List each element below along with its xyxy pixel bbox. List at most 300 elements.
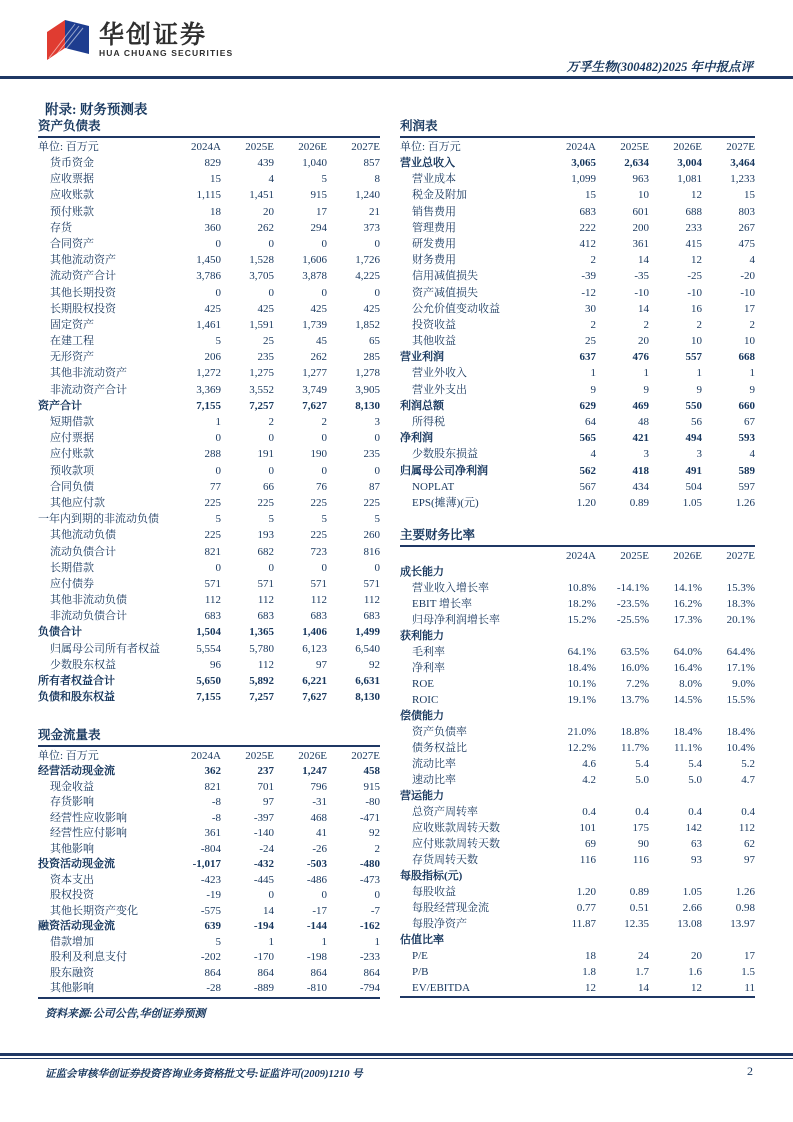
table-row (38, 873, 380, 889)
cell-value: 190 (310, 448, 327, 461)
row-label: 在建工程 (50, 335, 94, 348)
table-row (400, 724, 755, 740)
cell-value: 589 (738, 464, 755, 477)
column-header: 2024A (566, 141, 596, 153)
table-row (38, 673, 380, 689)
cell-value: 567 (579, 480, 596, 493)
cell-value: 1 (215, 416, 221, 428)
cell-value: 14.1% (673, 582, 702, 594)
cell-value: 3,464 (730, 157, 755, 169)
cell-value: 557 (685, 351, 702, 364)
table-row (38, 857, 380, 873)
cell-value: 233 (685, 221, 702, 234)
row-label: 所得税 (412, 416, 445, 428)
row-label: 预收款项 (50, 464, 94, 477)
cell-value: 4,225 (355, 270, 380, 283)
cell-value: 434 (632, 480, 649, 493)
cell-value: 1,528 (249, 254, 274, 267)
row-label: 其他应付款 (50, 496, 105, 509)
cell-value: 97 (316, 658, 327, 671)
table-row (400, 596, 755, 612)
row-label: 经营性应付影响 (50, 827, 127, 839)
table-row (400, 285, 755, 301)
cell-value: 97 (263, 796, 274, 808)
cell-value: 415 (685, 237, 702, 250)
row-label: 管理费用 (412, 221, 456, 234)
row-label: 应收票据 (50, 173, 94, 186)
row-label: 合同资产 (50, 237, 94, 250)
cell-value: 5 (215, 935, 221, 948)
cell-value: -25 (687, 270, 702, 283)
row-label: 其他非流动资产 (50, 367, 127, 380)
cell-value: 425 (204, 302, 221, 315)
cell-value: 17 (744, 950, 755, 962)
cell-value: -1,017 (192, 858, 221, 870)
row-label: 资产负债率 (412, 726, 467, 738)
table-row (38, 811, 380, 827)
cell-value: 6,540 (355, 642, 380, 655)
table-row (38, 317, 380, 333)
cell-value: 97 (744, 854, 755, 866)
table-header-row (400, 548, 755, 564)
cell-value: 7,155 (196, 399, 221, 412)
cell-value: -162 (359, 920, 380, 932)
row-label: 应收账款周转天数 (412, 822, 500, 834)
cell-value: 1,852 (355, 318, 380, 331)
cell-value: 5.4 (635, 758, 649, 770)
row-label: 其他收益 (412, 335, 456, 348)
table-row (38, 689, 380, 705)
cell-value: 4 (268, 173, 274, 186)
cell-value: 7,257 (249, 691, 274, 704)
cell-value: 3,552 (249, 383, 274, 396)
cell-value: 963 (632, 173, 649, 186)
cell-value: 0 (374, 889, 380, 901)
table-row (400, 479, 755, 495)
cell-value: 7,257 (249, 399, 274, 412)
row-label: 资本支出 (50, 873, 94, 886)
cell-value: 425 (257, 302, 274, 315)
cell-value: 864 (204, 966, 221, 979)
cell-value: 10.4% (726, 742, 755, 754)
table-row (38, 349, 380, 365)
cell-value: 821 (204, 545, 221, 558)
table-row (38, 966, 380, 982)
table-row (400, 204, 755, 220)
cell-value: 18.4% (673, 726, 702, 738)
cell-value: -8 (211, 811, 221, 824)
row-label: 销售费用 (412, 205, 456, 218)
cell-value: 5 (215, 335, 221, 348)
cell-value: 3,749 (302, 383, 327, 396)
cell-value: 0 (374, 464, 380, 477)
cell-value: 597 (738, 480, 755, 493)
cell-value: 21 (369, 205, 380, 218)
row-label: 非流动负债合计 (50, 610, 127, 623)
table-row (38, 641, 380, 657)
cell-value: 65 (369, 335, 380, 348)
row-label: 营业总收入 (400, 157, 455, 169)
section-row (400, 788, 755, 804)
cell-value: -810 (306, 982, 327, 994)
row-label: 所有者权益合计 (38, 675, 115, 687)
table-row (38, 479, 380, 495)
cell-value: 16.4% (673, 662, 702, 674)
cell-value: 0.51 (629, 902, 649, 914)
cell-value: 0.4 (688, 806, 702, 818)
table-row (400, 756, 755, 772)
cell-value: 468 (310, 811, 327, 824)
footer-license-text: 证监会审核华创证券投资咨询业务资格批文号:证监许可(2009)1210 号 (45, 1069, 363, 1080)
cell-value: 235 (363, 448, 380, 461)
cell-value: 3,065 (571, 157, 596, 169)
cell-value: 8,130 (355, 691, 380, 704)
column-header: 2026E (673, 141, 702, 153)
cell-value: -480 (359, 858, 380, 870)
table-row (400, 430, 755, 446)
table-row (38, 624, 380, 640)
source-note: 资料来源:公司公告,华创证券预测 (45, 1008, 206, 1020)
row-label: 股利及利息支付 (50, 951, 127, 963)
table-row (38, 888, 380, 904)
cell-value: -14.1% (616, 582, 649, 594)
cell-value: 2 (696, 318, 702, 331)
cell-value: -35 (634, 270, 649, 283)
cell-value: 4 (749, 448, 755, 461)
cell-value: 5,650 (196, 675, 221, 687)
cell-value: 96 (210, 658, 221, 671)
table-header-row (38, 748, 380, 764)
cell-value: 803 (738, 205, 755, 218)
cell-value: 3,705 (249, 270, 274, 283)
cell-value: 1,406 (302, 626, 327, 639)
cell-value: 418 (632, 464, 649, 477)
cell-value: 1.20 (576, 496, 596, 509)
row-label: 流动资产合计 (50, 270, 116, 283)
cell-value: 1 (374, 935, 380, 948)
column-header: 2027E (726, 550, 755, 562)
cell-value: 21.0% (567, 726, 596, 738)
cell-value: 10 (691, 335, 702, 348)
table-row (38, 220, 380, 236)
cell-value: 360 (204, 221, 221, 234)
cell-value: 683 (257, 610, 274, 623)
cell-value: 0.4 (582, 806, 596, 818)
cell-value: 0 (321, 561, 327, 574)
table-row (38, 764, 380, 780)
cell-value: 361 (632, 237, 649, 250)
cell-value: 816 (363, 545, 380, 558)
cell-value: 1,278 (355, 367, 380, 380)
cell-value: 660 (738, 399, 755, 412)
row-label: 成长能力 (400, 566, 444, 578)
row-label: 营业外支出 (412, 383, 467, 396)
cell-value: 5 (215, 513, 221, 526)
cell-value: 112 (738, 822, 755, 834)
cell-value: -144 (306, 920, 327, 932)
cell-value: 571 (204, 577, 221, 590)
cell-value: -17 (312, 904, 327, 917)
cell-value: 5 (374, 513, 380, 526)
table-row (38, 155, 380, 171)
table-header-row (400, 139, 755, 155)
row-label: 货币资金 (50, 157, 94, 169)
cell-value: 5,780 (249, 642, 274, 655)
cell-value: 1 (696, 367, 702, 380)
row-label: 其他长期投资 (50, 286, 116, 299)
cell-value: 41 (316, 827, 327, 839)
row-label: 每股收益 (412, 886, 456, 898)
row-label: 应付票据 (50, 432, 94, 445)
cell-value: 5 (321, 513, 327, 526)
cell-value: -473 (359, 873, 380, 886)
row-label: 总资产周转率 (412, 806, 478, 818)
row-label: 流动负债合计 (50, 545, 116, 558)
table-row (400, 398, 755, 414)
table-row (400, 495, 755, 511)
row-label: 负债合计 (38, 626, 82, 639)
cell-value: 260 (363, 529, 380, 542)
table-row (38, 935, 380, 951)
row-label: 少数股东权益 (50, 658, 116, 671)
cell-value: 112 (363, 594, 380, 607)
row-label: 少数股东损益 (412, 448, 478, 461)
cell-value: 13.97 (730, 918, 755, 930)
cell-value: 17 (744, 302, 755, 315)
row-label: 应收账款 (50, 189, 94, 202)
cell-value: -31 (312, 796, 327, 808)
section-row (400, 628, 755, 644)
cell-value: -10 (740, 286, 755, 299)
cell-value: 17.1% (726, 662, 755, 674)
cell-value: 4 (590, 448, 596, 461)
row-label: 流动比率 (412, 758, 456, 770)
cell-value: 25 (263, 335, 274, 348)
cell-value: 200 (632, 221, 649, 234)
section-row (400, 932, 755, 948)
unit-label: 单位: 百万元 (38, 141, 99, 153)
cell-value: 915 (363, 780, 380, 793)
column-header: 2025E (245, 141, 274, 153)
cell-value: 682 (257, 545, 274, 558)
cell-value: 475 (738, 237, 755, 250)
cell-value: 0 (321, 464, 327, 477)
cell-value: -170 (253, 951, 274, 963)
row-label: 经营性应收影响 (50, 811, 127, 824)
cell-value: 1,233 (730, 173, 755, 186)
cell-value: 1 (749, 367, 755, 380)
row-label: 净利率 (412, 662, 445, 674)
cell-value: 267 (738, 221, 755, 234)
cell-value: 6,631 (355, 675, 380, 687)
cell-value: 412 (579, 237, 596, 250)
cell-value: 16.2% (673, 598, 702, 610)
table-row (400, 900, 755, 916)
cell-value: 629 (579, 399, 596, 412)
table-row (400, 414, 755, 430)
row-label: 其他影响 (50, 982, 94, 994)
cell-value: 864 (257, 966, 274, 979)
cell-value: 1.7 (635, 966, 649, 978)
cell-value: -39 (581, 270, 596, 283)
cell-value: 829 (204, 157, 221, 169)
cell-value: -804 (200, 842, 221, 855)
row-label: 存货影响 (50, 796, 94, 808)
table-row (400, 804, 755, 820)
cell-value: 5 (268, 513, 274, 526)
table-row (38, 795, 380, 811)
cell-value: 3 (696, 448, 702, 461)
cell-value: 11 (744, 982, 755, 994)
row-label: 资产合计 (38, 399, 82, 412)
cell-value: 562 (579, 464, 596, 477)
cell-value: 5,892 (249, 675, 274, 687)
cell-value: 915 (310, 189, 327, 202)
table-row (400, 365, 755, 381)
cell-value: 112 (257, 594, 274, 607)
cell-value: 288 (204, 448, 221, 461)
cell-value: 175 (632, 822, 649, 834)
cell-value: 0 (268, 237, 274, 250)
cell-value: 225 (257, 496, 274, 509)
cell-value: 683 (204, 610, 221, 623)
cell-value: 1,451 (249, 189, 274, 202)
cell-value: 571 (363, 577, 380, 590)
cell-value: 11.7% (620, 742, 649, 754)
section-row (400, 868, 755, 884)
cell-value: 723 (310, 545, 327, 558)
cell-value: 92 (369, 658, 380, 671)
cell-value: 0 (374, 561, 380, 574)
cell-value: 3,004 (677, 157, 702, 169)
cell-value: 4.6 (582, 758, 596, 770)
table-row (400, 220, 755, 236)
cell-value: 6,123 (302, 642, 327, 655)
cell-value: 10.8% (567, 582, 596, 594)
table-row (38, 950, 380, 966)
table-row (400, 740, 755, 756)
cell-value: -20 (740, 270, 755, 283)
section-row (400, 564, 755, 580)
cell-value: 1.05 (682, 496, 702, 509)
cell-value: 373 (363, 221, 380, 234)
cell-value: 821 (204, 780, 221, 793)
cell-value: -423 (200, 873, 221, 886)
cell-value: -503 (306, 858, 327, 870)
cell-value: -432 (253, 858, 274, 870)
row-label: 公允价值变动收益 (412, 302, 500, 315)
row-label: 固定资产 (50, 318, 94, 331)
cell-value: 18.2% (567, 598, 596, 610)
column-header: 2024A (566, 550, 596, 562)
table-row (38, 527, 380, 543)
cell-value: 8,130 (355, 399, 380, 412)
cell-value: 12 (691, 254, 702, 267)
logo-en-label: HUA CHUANG SECURITIES (99, 47, 234, 58)
cell-value: 64.0% (673, 646, 702, 658)
cell-value: 1.5 (741, 966, 755, 978)
cell-value: 10 (744, 335, 755, 348)
cell-value: 225 (363, 496, 380, 509)
row-label: ROIC (412, 694, 439, 706)
cell-value: 14.5% (673, 694, 702, 706)
row-label: 一年内到期的非流动负债 (38, 513, 159, 526)
cell-value: 1,099 (571, 173, 596, 186)
cell-value: 19.1% (567, 694, 596, 706)
cell-value: 683 (363, 610, 380, 623)
cell-value: 1,115 (196, 189, 221, 202)
cell-value: 1,275 (249, 367, 274, 380)
table-row (38, 981, 380, 997)
cell-value: 8 (374, 173, 380, 186)
cell-value: 1,365 (249, 626, 274, 639)
cell-value: 92 (369, 827, 380, 839)
row-label: 税金及附加 (412, 189, 467, 202)
cell-value: -12 (581, 286, 596, 299)
table-row (38, 268, 380, 284)
cell-value: 285 (363, 351, 380, 364)
cell-value: 16.0% (620, 662, 649, 674)
table-row (400, 382, 755, 398)
table-row (400, 644, 755, 660)
cell-value: 69 (585, 838, 596, 850)
cell-value: 0 (215, 237, 221, 250)
table-row (400, 236, 755, 252)
cell-value: 565 (579, 432, 596, 445)
cell-value: 0.4 (741, 806, 755, 818)
cell-value: 668 (738, 351, 755, 364)
cell-value: 2 (590, 254, 596, 267)
cell-value: -24 (259, 842, 274, 855)
cell-value: 64 (585, 416, 596, 428)
cell-value: 571 (257, 577, 274, 590)
cell-value: 571 (310, 577, 327, 590)
table-row (38, 511, 380, 527)
table-title: 主要财务比率 (400, 528, 755, 547)
cell-value: 0 (215, 561, 221, 574)
cell-value: 142 (685, 822, 702, 834)
cell-value: 425 (310, 302, 327, 315)
cell-value: 2 (374, 842, 380, 855)
cell-value: 0 (374, 286, 380, 299)
row-label: 应付债券 (50, 577, 94, 590)
cell-value: 0.98 (735, 902, 755, 914)
cell-value: 1 (643, 367, 649, 380)
table-row (400, 836, 755, 852)
cell-value: 63 (691, 838, 702, 850)
cell-value: -486 (306, 873, 327, 886)
cell-value: 20 (638, 335, 649, 348)
column-header: 2025E (245, 750, 274, 762)
table-row (400, 317, 755, 333)
cell-value: 1,081 (677, 173, 702, 186)
cell-value: 0 (268, 432, 274, 445)
cell-value: 0 (268, 889, 274, 901)
cell-value: 101 (579, 822, 596, 834)
cell-value: 7,627 (302, 691, 327, 704)
table-row (400, 964, 755, 980)
column-header: 2027E (351, 141, 380, 153)
cell-value: 0 (268, 561, 274, 574)
row-label: 毛利率 (412, 646, 445, 658)
table-row (38, 592, 380, 608)
cell-value: 0.4 (635, 806, 649, 818)
table-row (38, 252, 380, 268)
cell-value: 67 (744, 416, 755, 428)
row-label: 长期借款 (50, 561, 94, 574)
cell-value: 857 (363, 157, 380, 169)
cell-value: 550 (685, 399, 702, 412)
